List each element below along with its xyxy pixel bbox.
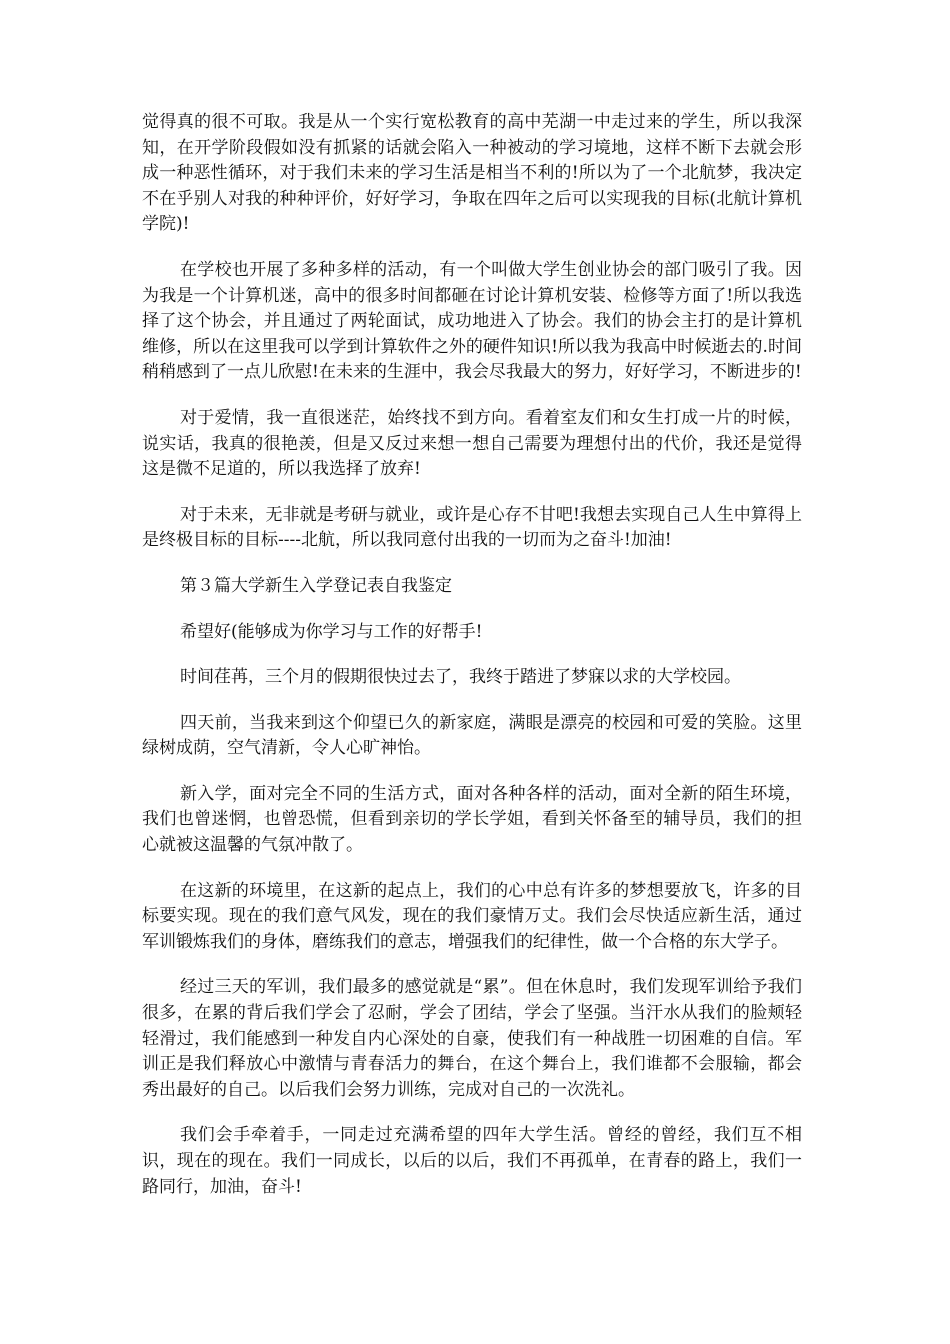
- paragraph: 对于爱情，我一直很迷茫，始终找不到方向。看着室友们和女生打成一片的时候，说实话，我真的很艳羡，但是又反过来想一想自己需要为理想付出的代价，我还是觉得这是微不足道的，所以我选择了放弃!: [142, 407, 802, 480]
- section-subtitle: 希望好(能够成为你学习与工作的好帮手!: [180, 621, 483, 642]
- paragraph: 在学校也开展了多种多样的活动，有一个叫做大学生创业协会的部门吸引了我。因为我是一个计算机迷，高中的很多时间都砸在讨论计算机安装、检修等方面了!所以我选择了这个协会，并且通过了两轮面试，成功地进入了协会。我们的协会主打的是计算机维修，所以在这里我可以学到计算软件之外的硬件知识!所以我为我高中时候逝去的.时间稍稍感到了一点儿欣慰!在未来的生涯中，我会尽我最大的努力，好好学习，不断进步的!: [142, 259, 802, 383]
- paragraph: 对于未来，无非就是考研与就业，或许是心存不甘吧!我想去实现自己人生中算得上是终极目标的目标----北航，所以我同意付出我的一切而为之奋斗!加油!: [142, 504, 802, 551]
- paragraph: 时间荏苒，三个月的假期很快过去了，我终于踏进了梦寐以求的大学校园。: [180, 667, 741, 688]
- paragraph: 经过三天的军训，我们最多的感觉就是“累”。但在休息时，我们发现军训给予我们很多，在累的背后我们学会了忍耐，学会了团结，学会了坚强。当汗水从我们的脸颊轻轻滑过，我们能感到一种发自内心深处的自豪，使我们有一种战胜一切困难的自信。军训正是我们释放心中激情与青春活力的舞台，在这个舞台上，我们谁都不会服输，都会秀出最好的自己。以后我们会努力训练，完成对自己的一次洗礼。: [142, 977, 802, 1100]
- paragraph: 觉得真的很不可取。我是从一个实行宽松教育的高中芜湖一中走过来的学生，所以我深知，在开学阶段假如没有抓紧的话就会陷入一种被动的学习境地，这样不断下去就会形成一种恶性循环，对于我们未来的学习生活是相当不利的!所以为了一个北航梦，我决定不在乎别人对我的种种评价，好好学习，争取在四年之后可以实现我的目标(北航计算机学院)!: [142, 112, 802, 235]
- paragraph: 我们会手牵着手，一同走过充满希望的四年大学生活。曾经的曾经，我们互不相识，现在的现在。我们一同成长，以后的以后，我们不再孤单，在青春的路上，我们一路同行，加油，奋斗!: [142, 1125, 802, 1197]
- paragraph: 四天前，当我来到这个仰望已久的新家庭，满眼是漂亮的校园和可爱的笑脸。这里绿树成荫，空气清新，令人心旷神怡。: [142, 712, 802, 759]
- document-body: [142, 110, 802, 1220]
- section-title: 第３篇大学新生入学登记表自我鉴定: [180, 575, 452, 596]
- paragraph: 在这新的环境里，在这新的起点上，我们的心中总有许多的梦想要放飞，许多的目标要实现。现在的我们意气风发，现在的我们豪情万丈。我们会尽快适应新生活，通过军训锻炼我们的身体，磨练我们的意志，增强我们的纪律性，做一个合格的东大学子。: [142, 880, 802, 952]
- paragraph: 新入学，面对完全不同的生活方式，面对各种各样的活动，面对全新的陌生环境，我们也曾迷惘，也曾恐慌，但看到亲切的学长学姐，看到关怀备至的辅导员，我们的担心就被这温馨的气氛冲散了。: [142, 783, 802, 856]
